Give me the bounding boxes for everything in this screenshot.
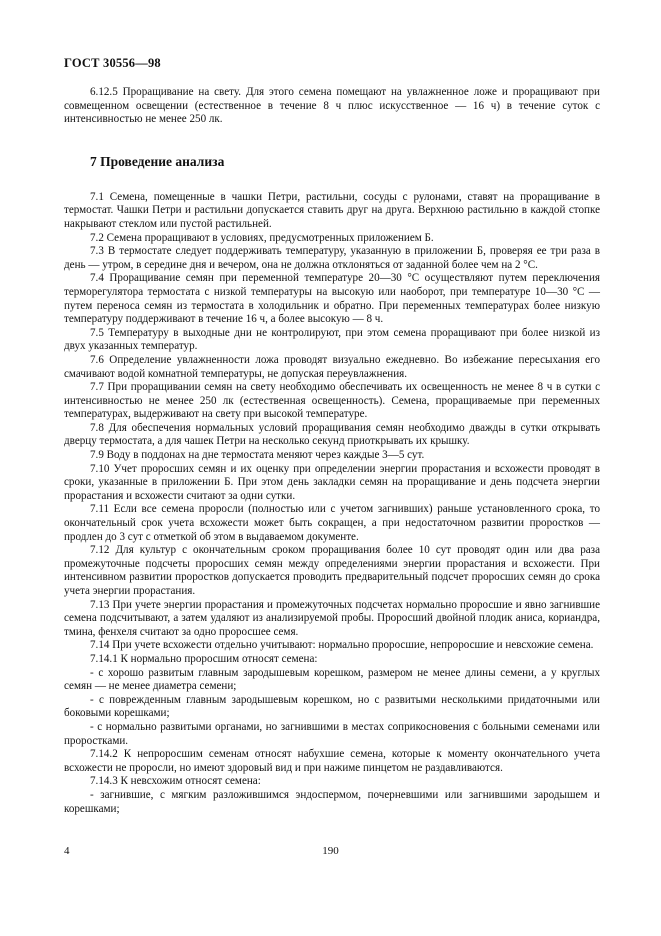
paragraph-7-7: 7.7 При проращивании семян на свету необходимо обеспечивать их освещенность не менее 8 ч в сутки с интенсивностью не менее 250 лк (естественная освещенность). Семена, проращиваемые при переменных температурах, выдерживают на свету при высокой температуре. (64, 381, 600, 421)
paragraph-7-14-2: 7.14.2 К непроросшим семенам относят набухшие семена, которые к моменту окончательного учета всхожести не проросли, но имеют здоровый вид и при нажиме пинцетом не раздавливаются. (64, 748, 600, 774)
list-item: - с нормально развитыми органами, но загнившими в местах соприкосновения с больными семенами или проростками. (64, 720, 600, 747)
document-code-header: ГОСТ 30556—98 (64, 56, 161, 70)
paragraph-7-10: 7.10 Учет проросших семян и их оценку при определении энергии прорастания и всхожести проводят в сроки, указанные в приложении Б. При этом день закладки семян на проращивание и день подсчета энергии прорастания и всхожести считают за одни сутки. (64, 462, 600, 502)
list-item: - с поврежденным главным зародышевым корешком, но с развитыми несколькими придаточными или боковыми корешками; (64, 693, 600, 720)
paragraph-7-13: 7.13 При учете энергии прорастания и промежуточных подсчетах нормально проросшие и явно загнившие семена подсчитывают, а затем удаляют из анализируемой пробы. Проросший двойной плодик аниса, кориандра, тмина, фенхеля считают за одно проросшее семя. (64, 598, 600, 638)
paragraph-7-14: 7.14 При учете всхожести отдельно учитывают: нормально проросшие, непроросшие и невсхожие семена. (90, 639, 594, 652)
page-number-left: 4 (64, 845, 70, 857)
paragraph-7-6: 7.6 Определение увлажненности ложа проводят визуально ежедневно. Во избежание пересыхания его смачивают водой комнатной температуры, не допуская переувлажнения. (64, 353, 600, 380)
paragraph-7-14-3: 7.14.3 К невсхожим относят семена: (90, 775, 261, 788)
list-item: - с хорошо развитым главным зародышевым корешком, размером не менее длины семени, а у круглых семян — не менее диаметра семени; (64, 666, 600, 693)
paragraph-7-3: 7.3 В термостате следует поддерживать температуру, указанную в приложении Б, проверяя ее три раза в день — утром, в середине дня и вечером, она не должна отклоняться от заданной более чем на 2 °С. (64, 245, 600, 271)
section-title: 7 Проведение анализа (90, 153, 225, 169)
page-content (64, 86, 600, 816)
paragraph-7-1: 7.1 Семена, помещенные в чашки Петри, растильни, сосуды с рулонами, ставят на проращивание в термостат. Чашки Петри и растильни допускается ставить друг на друга. Верхнюю растильню в каждой стопке накрывают стеклом или пустой растильней. (64, 190, 600, 230)
paragraph-7-2: 7.2 Семена проращивают в условиях, предусмотренных приложением Б. (90, 231, 434, 244)
paragraph-7-11: 7.11 Если все семена проросли (полностью или с учетом загнивших) раньше установленного срока, то окончательный срок учета всхожести может быть сокращен, а при недостаточном развитии проростков — продлен до 3 сут с отметкой об этом в выдаваемом документе. (64, 503, 600, 543)
paragraph-7-9: 7.9 Воду в поддонах на дне термостата меняют через каждые 3—5 сут. (90, 449, 425, 462)
page-number-center: 190 (322, 845, 339, 857)
paragraph-7-14-1: 7.14.1 К нормально проросшим относят семена: (90, 652, 318, 665)
paragraph-7-5: 7.5 Температуру в выходные дни не контролируют, при этом семена проращивают при более низкой из двух указанных температур. (64, 326, 600, 353)
paragraph-6-12-5: 6.12.5 Проращивание на свету. Для этого семена помещают на увлажненное ложе и проращивают при совмещенном освещении (естественное в течение 8 ч плюс искусственное — 16 ч) в течение суток с интенсивностью не менее 250 лк. (64, 86, 600, 126)
list-item: - загнившие, с мягким разложившимся эндоспермом, почерневшими или загнившими зародышем и корешками; (64, 788, 600, 815)
paragraph-7-12: 7.12 Для культур с окончательным сроком проращивания более 10 сут проводят один или два раза промежуточные подсчеты проросших семян между определениями энергии прорастания и всхожести. При интенсивном развитии проростков допускается проводить предварительный подсчет проросших семян до срока учета энергии прорастания. (64, 544, 600, 597)
paragraph-7-8: 7.8 Для обеспечения нормальных условий проращивания семян необходимо дважды в сутки открывать дверцу термостата, а для чашек Петри на несколько секунд приоткрывать их крышку. (64, 421, 600, 448)
paragraph-7-4: 7.4 Проращивание семян при переменной температуре 20—30 °С осуществляют путем переключения терморегулятора термостата с низкой температуры на высокую или наоборот, при температуре 10—30 °С — путем переноса семян из термостата в холодильник и обратно. При переменных температурах более низкую температуру поддерживают в течение 16 ч, а более высокую — 8 ч. (64, 272, 600, 326)
